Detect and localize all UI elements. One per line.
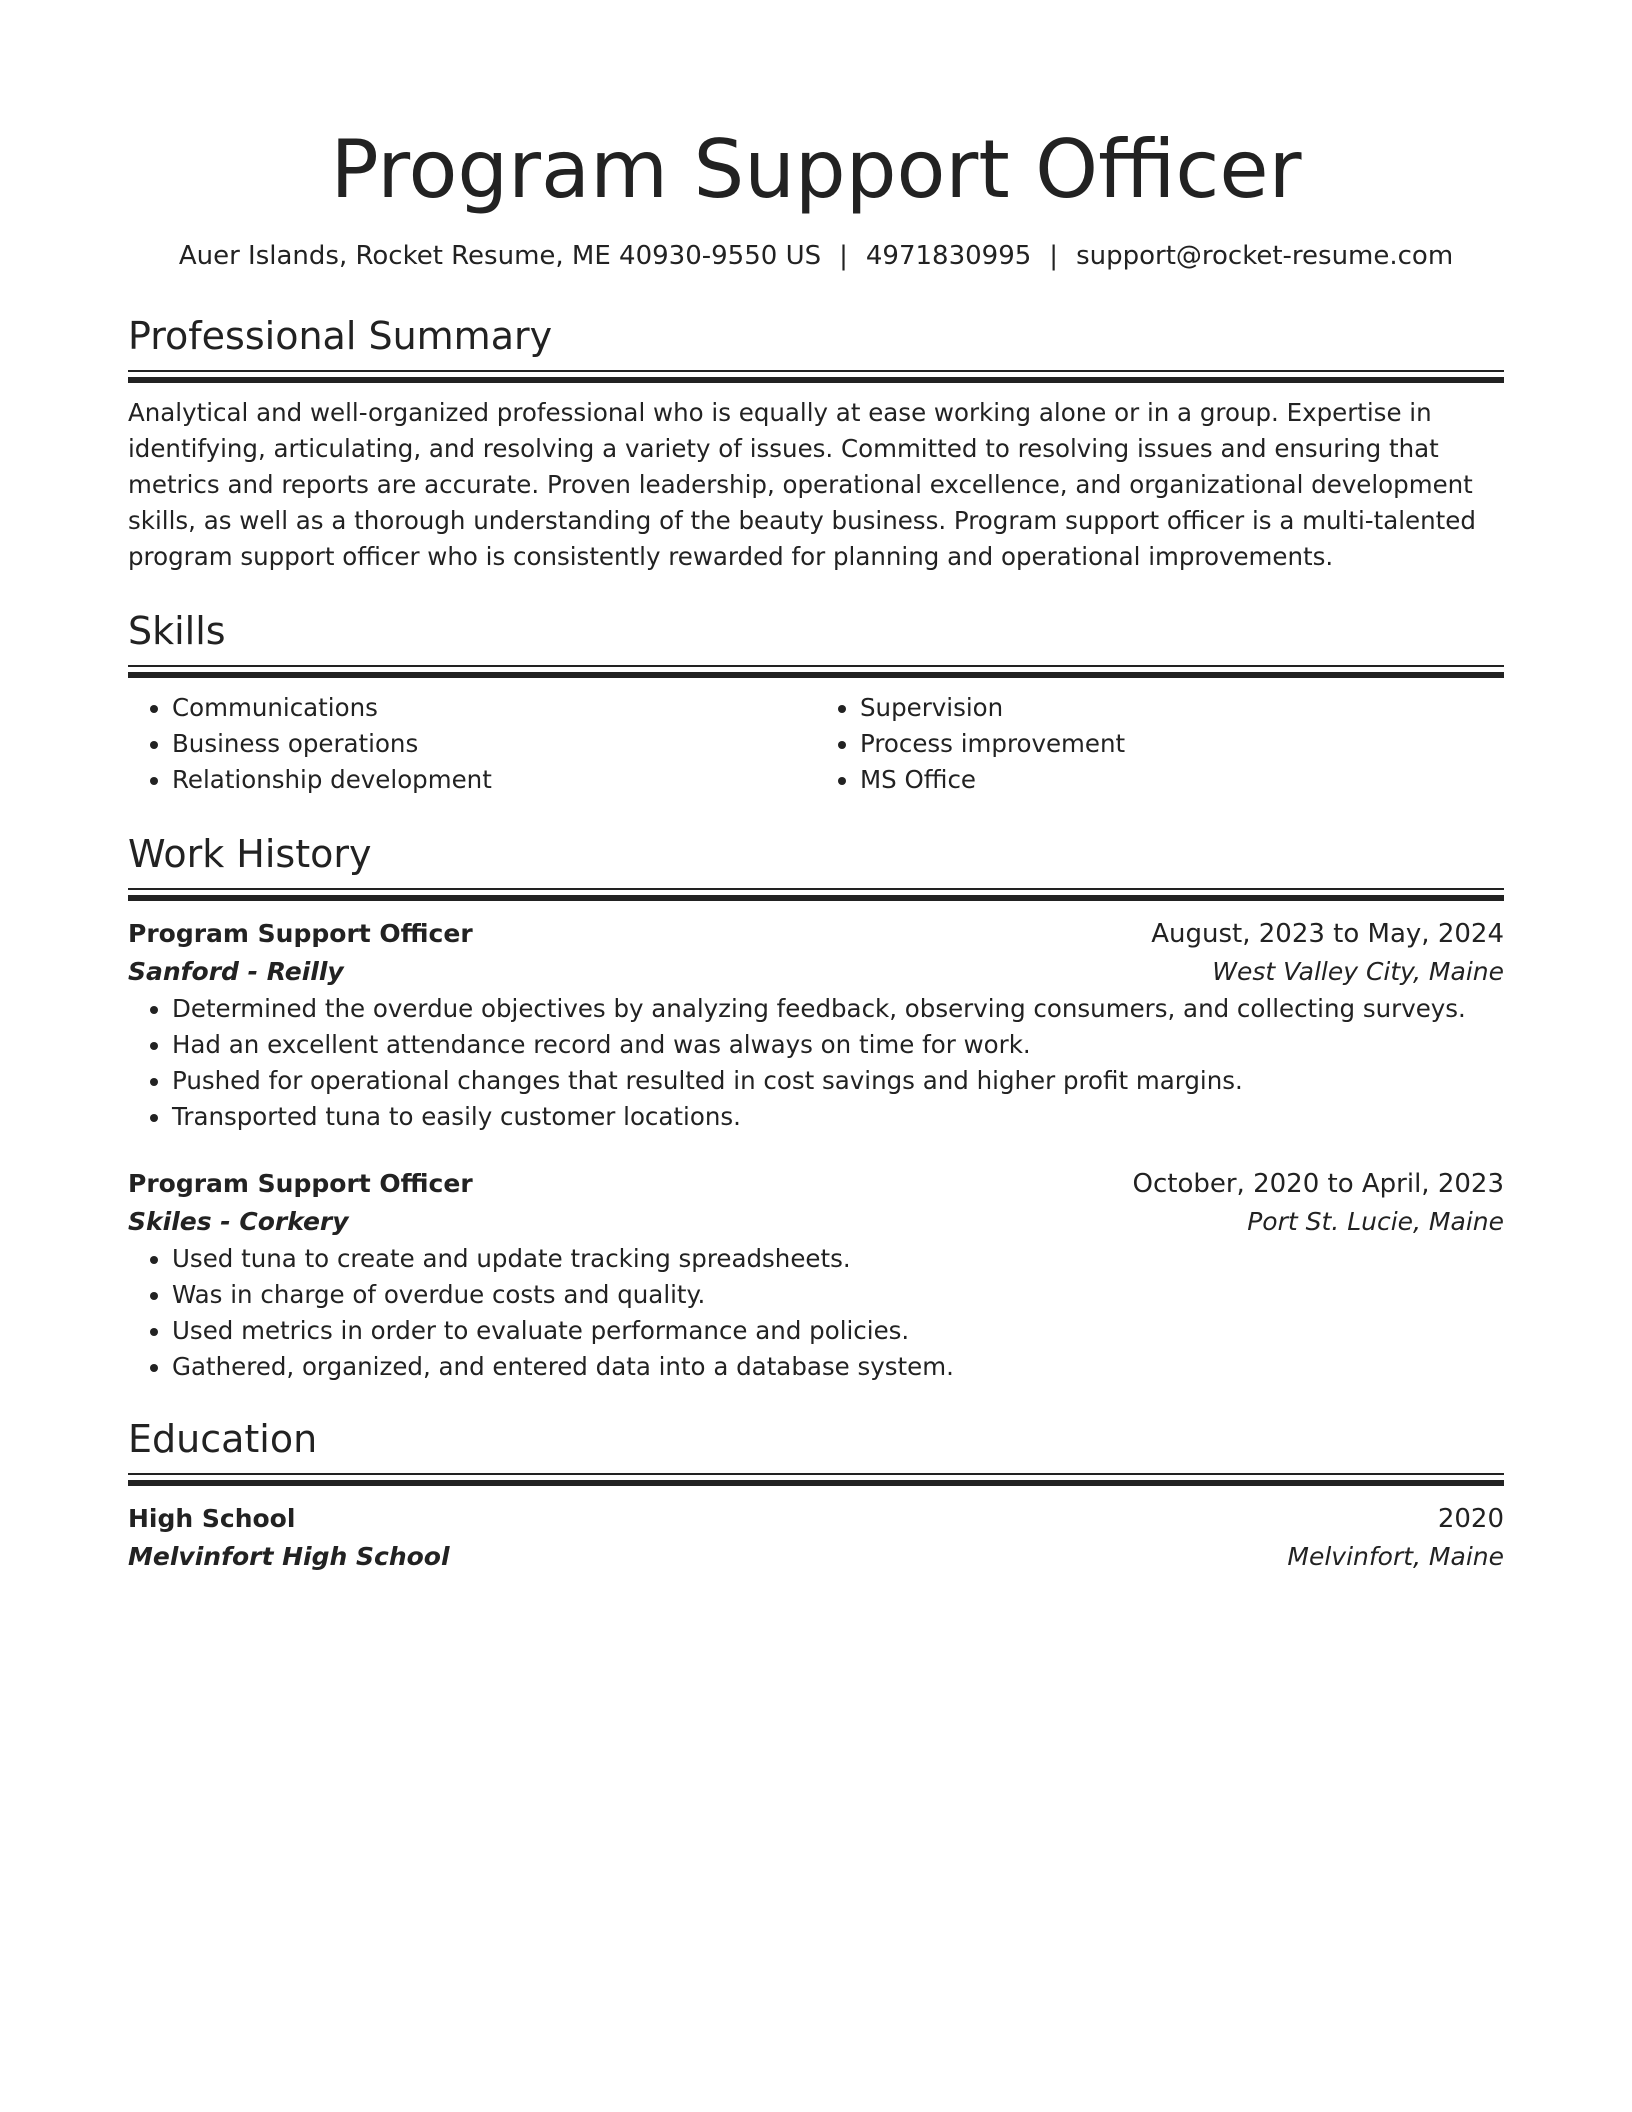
- summary-heading: Professional Summary: [128, 314, 553, 358]
- job-title: Program Support Officer: [128, 919, 473, 948]
- contact-address: Auer Islands, Rocket Resume, ME 40930-9550 US: [178, 241, 822, 271]
- job-duty: • Determined the overdue objectives by analyzing feedback, observing consumers, and collecting surveys.: [172, 991, 1504, 1027]
- resume-name: Program Support Officer: [330, 123, 1302, 216]
- job-header-row: [128, 1165, 1504, 1203]
- education-year: 2020: [1437, 1504, 1504, 1534]
- job-entry: [128, 1165, 1504, 1385]
- job-duty: • Used metrics in order to evaluate performance and policies.: [172, 1313, 1504, 1349]
- contact-email: support@rocket-resume.com: [1076, 241, 1454, 271]
- job-company-row: [128, 953, 1504, 991]
- contact-line: [128, 238, 1504, 274]
- education-entry: [128, 1500, 1504, 1576]
- work-history-section: [128, 830, 1504, 1385]
- skills-section: [128, 607, 1504, 798]
- skill-item: • MS Office: [860, 762, 1504, 798]
- skills-grid: [128, 690, 1504, 798]
- job-duty: • Pushed for operational changes that resulted in cost savings and higher profit margins.: [172, 1063, 1504, 1099]
- skill-item: • Process improvement: [860, 726, 1504, 762]
- education-heading: Education: [128, 1417, 318, 1461]
- skill-item: • Relationship development: [172, 762, 816, 798]
- section-divider: [128, 665, 1504, 678]
- job-dates: October, 2020 to April, 2023: [1132, 1169, 1504, 1199]
- skills-list-right: [816, 690, 1504, 798]
- job-location: West Valley City, Maine: [1212, 957, 1504, 986]
- skill-item: • Business operations: [172, 726, 816, 762]
- contact-separator: |: [1049, 241, 1059, 271]
- job-location: Port St. Lucie, Maine: [1247, 1207, 1504, 1236]
- summary-section: [128, 312, 1504, 575]
- summary-text: Analytical and well-organized professional who is equally at ease working alone or in a group. Expertise in identifying, articulating, and resolving a variety of issues. Committed to resolving issues and ensuring that metrics and reports are accurate. Proven leadership, operational excellence, and organizational development skills, as well as a thorough understanding of the beauty business. Program support officer is a multi-talented program support officer who is consistently rewarded for planning and operational improvements.: [128, 398, 1476, 571]
- skill-item: • Supervision: [860, 690, 1504, 726]
- education-school-row: [128, 1538, 1504, 1576]
- education-degree: High School: [128, 1504, 296, 1533]
- job-duty: • Was in charge of overdue costs and quality.: [172, 1277, 1504, 1313]
- section-divider: [128, 1473, 1504, 1486]
- education-location: Melvinfort, Maine: [1287, 1542, 1504, 1571]
- education-section: [128, 1415, 1504, 1576]
- skills-column-left: [128, 690, 816, 798]
- job-duties-list: [128, 1241, 1504, 1385]
- job-title: Program Support Officer: [128, 1169, 473, 1198]
- job-company: Sanford - Reilly: [128, 957, 344, 986]
- job-company: Skiles - Corkery: [128, 1207, 349, 1236]
- skills-heading: Skills: [128, 609, 226, 653]
- job-duty: • Gathered, organized, and entered data into a database system.: [172, 1349, 1504, 1385]
- contact-separator: |: [839, 241, 848, 271]
- job-entry: [128, 915, 1504, 1135]
- skills-list-left: [128, 690, 816, 798]
- skill-item: • Communications: [172, 690, 816, 726]
- job-duty: • Transported tuna to easily customer locations.: [172, 1099, 1504, 1135]
- contact-phone: 4971830995: [865, 241, 1032, 271]
- education-school: Melvinfort High School: [128, 1542, 450, 1571]
- job-dates: August, 2023 to May, 2024: [1151, 919, 1504, 949]
- job-header-row: [128, 915, 1504, 953]
- work-history-heading: Work History: [128, 832, 372, 876]
- section-divider: [128, 370, 1504, 383]
- section-divider: [128, 888, 1504, 901]
- job-duty: • Used tuna to create and update tracking spreadsheets.: [172, 1241, 1504, 1277]
- job-duty: • Had an excellent attendance record and was always on time for work.: [172, 1027, 1504, 1063]
- job-duties-list: [128, 991, 1504, 1135]
- job-company-row: [128, 1203, 1504, 1241]
- skills-column-right: [816, 690, 1504, 798]
- education-header-row: [128, 1500, 1504, 1538]
